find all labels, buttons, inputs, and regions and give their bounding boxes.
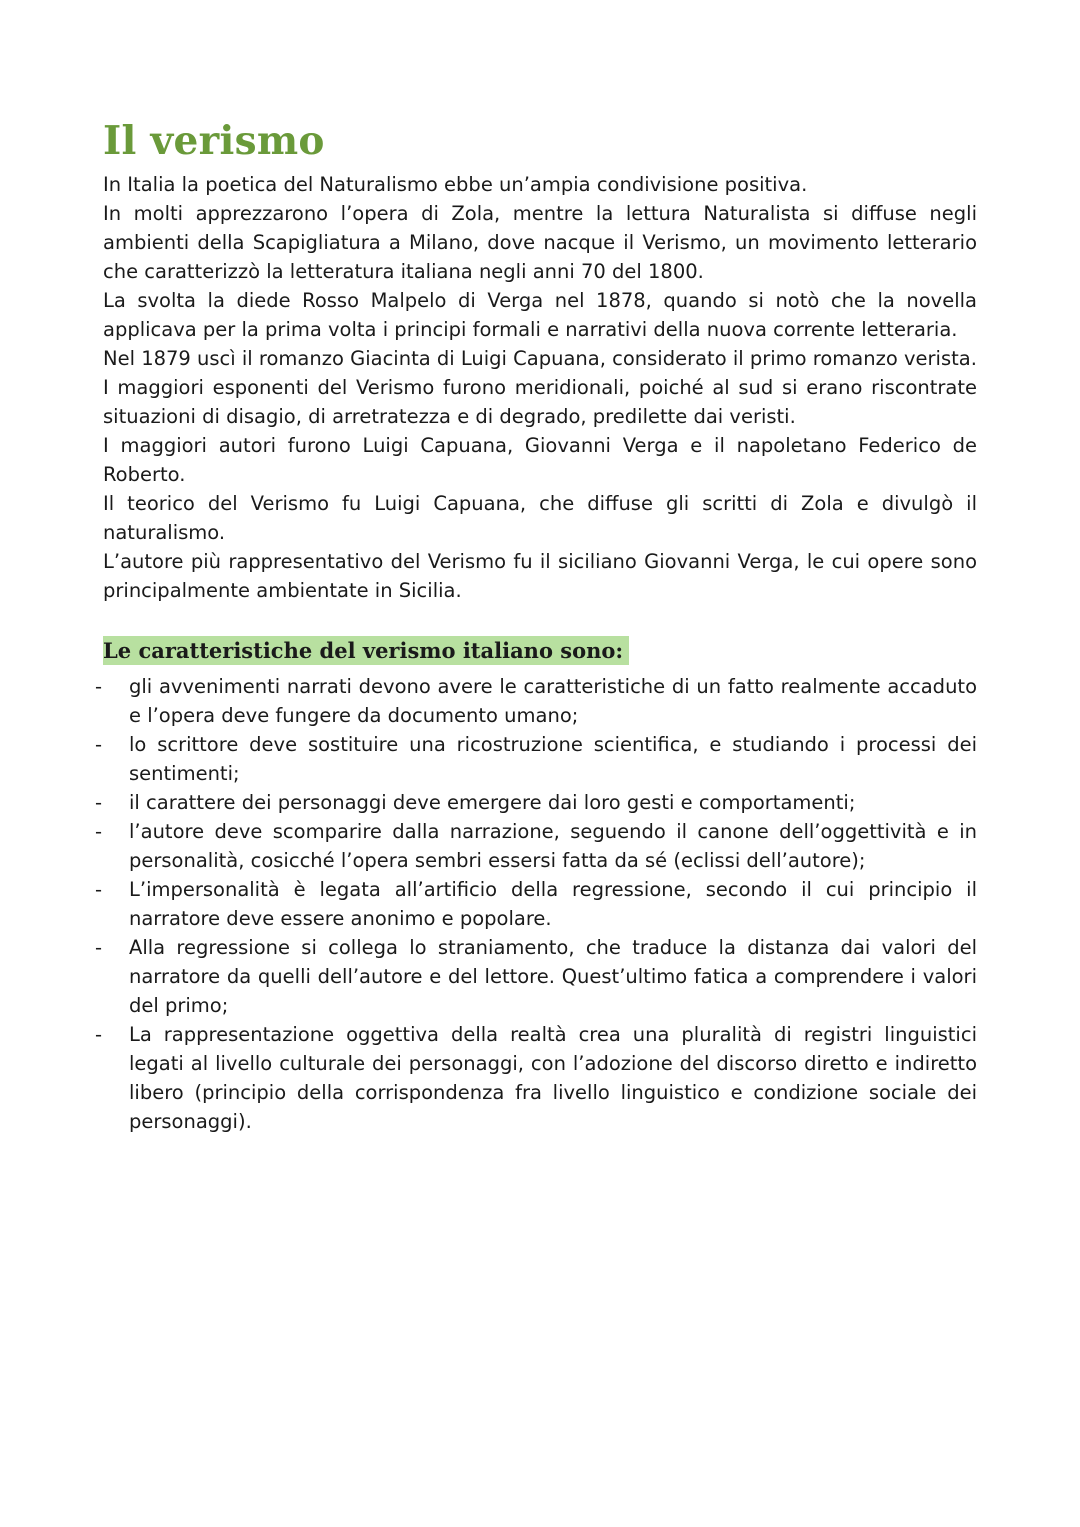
list-item — [95, 875, 977, 933]
bullet-dash: - — [95, 1023, 103, 1046]
characteristics-list — [95, 672, 977, 1136]
list-item-text: Alla regressione si collega lo straniamento, che traduce la distanza dai valori del narratore da quelli dell’autore e del lettore. Quest’ultimo fatica a comprendere i valori del primo; — [129, 936, 977, 1017]
list-item-text: il carattere dei personaggi deve emergere dai loro gesti e comportamenti; — [129, 791, 856, 814]
list-item — [95, 730, 977, 788]
list-item-text: l’autore deve scomparire dalla narrazione, seguendo il canone dell’oggettività e in personalità, cosicché l’opera sembri essersi fatta da sé (eclissi dell’autore); — [129, 820, 977, 872]
section-heading: Le caratteristiche del verismo italiano sono: — [103, 636, 629, 665]
list-item — [95, 788, 977, 817]
intro-paragraphs — [103, 170, 977, 605]
paragraph: I maggiori esponenti del Verismo furono meridionali, poiché al sud si erano riscontrate situazioni di disagio, di arretratezza e di degrado, predilette dai veristi. — [103, 376, 977, 428]
document-page — [95, 116, 977, 1136]
list-item — [95, 817, 977, 875]
paragraph: L’autore più rappresentativo del Verismo fu il siciliano Giovanni Verga, le cui opere sono principalmente ambientate in Sicilia. — [103, 550, 977, 602]
page-title: Il verismo — [103, 118, 325, 164]
paragraph: In Italia la poetica del Naturalismo ebbe un’ampia condivisione positiva. — [103, 173, 808, 196]
bullet-dash: - — [95, 820, 103, 843]
bullet-dash: - — [95, 791, 103, 814]
paragraph: In molti apprezzarono l’opera di Zola, mentre la lettura Naturalista si diffuse negli ambienti della Scapigliatura a Milano, dove nacque il Verismo, un movimento letterario che caratterizzò la letteratura italiana negli anni 70 del 1800. — [103, 202, 977, 283]
bullet-dash: - — [95, 878, 103, 901]
bullet-dash: - — [95, 675, 103, 698]
list-item-text: La rappresentazione oggettiva della realtà crea una pluralità di registri linguistici legati al livello culturale dei personaggi, con l’adozione del discorso diretto e indiretto libero (principio della corrispondenza fra livello linguistico e condizione sociale dei personaggi). — [129, 1023, 977, 1133]
paragraph: La svolta la diede Rosso Malpelo di Verga nel 1878, quando si notò che la novella applicava per la prima volta i principi formali e narrativi della nuova corrente letteraria. — [103, 289, 977, 341]
paragraph: Il teorico del Verismo fu Luigi Capuana, che diffuse gli scritti di Zola e divulgò il naturalismo. — [103, 492, 977, 544]
list-item — [95, 1020, 977, 1136]
section-spacer — [103, 605, 977, 633]
list-item — [95, 672, 977, 730]
list-item-text: L’impersonalità è legata all’artificio della regressione, secondo il cui principio il narratore deve essere anonimo e popolare. — [129, 878, 977, 930]
paragraph: I maggiori autori furono Luigi Capuana, Giovanni Verga e il napoletano Federico de Roberto. — [103, 434, 977, 486]
list-item-text: lo scrittore deve sostituire una ricostruzione scientifica, e studiando i processi dei sentimenti; — [129, 733, 977, 785]
list-item-text: gli avvenimenti narrati devono avere le caratteristiche di un fatto realmente accaduto e l’opera deve fungere da documento umano; — [129, 675, 977, 727]
section-heading-wrapper — [103, 633, 977, 670]
list-item — [95, 933, 977, 1020]
bullet-dash: - — [95, 936, 103, 959]
paragraph: Nel 1879 uscì il romanzo Giacinta di Luigi Capuana, considerato il primo romanzo verista. — [103, 347, 977, 370]
bullet-dash: - — [95, 733, 103, 756]
